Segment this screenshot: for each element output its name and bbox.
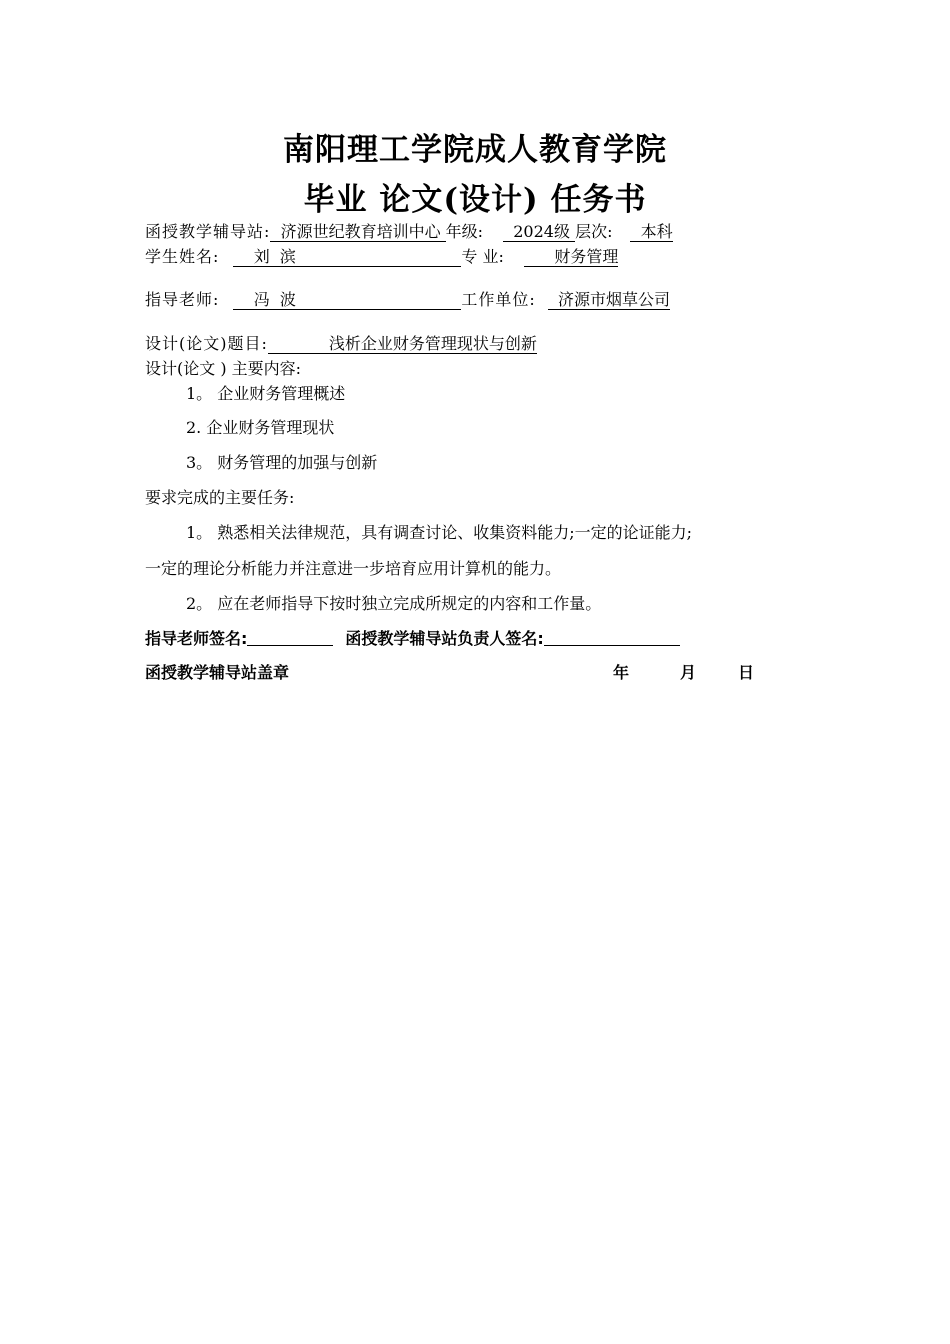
document-title-institution: 南阳理工学院成人教育学院 — [283, 132, 667, 168]
task-item-2: 2。 应在老师指导下按时独立完成所规定的内容和工作量。 — [186, 594, 602, 613]
grade-label: 年级: — [445, 222, 484, 241]
station-value: 济源世纪教育培训中心 — [270, 222, 446, 241]
advisor-name-value: 冯 波 — [233, 291, 461, 310]
date-year-label: 年 — [613, 663, 630, 682]
workplace-label: 工作单位: — [461, 290, 536, 309]
task-item-1-line1: 1。 熟悉相关法律规范，具有调查讨论、收集资料能力;一定的论证能力; — [186, 523, 693, 542]
workplace-value: 济源市烟草公司 — [547, 290, 670, 309]
signature-row — [145, 629, 680, 649]
date-month-label: 月 — [680, 663, 697, 682]
student-name-value: 刘 滨 — [233, 248, 461, 267]
level-value: 本科 — [630, 222, 673, 241]
content-item-1: 1。 企业财务管理概述 — [186, 384, 346, 403]
info-row-advisor — [145, 290, 670, 310]
advisor-label: 指导老师: — [145, 290, 220, 309]
seal-label: 函授教学辅导站盖章 — [145, 663, 290, 682]
topic-label: 设计(论文)题目: — [145, 334, 268, 353]
major-value: 财务管理 — [523, 247, 619, 266]
grade-value: 2024级 — [503, 222, 576, 241]
major-label: 专 业: — [461, 247, 504, 266]
topic-value: 浅析企业财务管理现状与创新 — [267, 334, 537, 353]
info-row-student — [145, 247, 618, 267]
content-heading: 设计(论文 ) 主要内容: — [145, 359, 302, 378]
level-label: 层次: — [575, 222, 613, 241]
station-head-sign-blank — [544, 629, 680, 646]
content-item-2: 2. 企业财务管理现状 — [186, 418, 335, 437]
info-row-station — [145, 222, 673, 242]
date-day-label: 日 — [738, 663, 755, 682]
task-item-1-line2: 一定的理论分析能力并注意进一步培育应用计算机的能力。 — [145, 559, 562, 578]
info-row-topic — [145, 334, 537, 354]
station-head-sign-label: 函授教学辅导站负责人签名: — [345, 629, 544, 648]
advisor-sign-label: 指导老师签名: — [145, 629, 248, 648]
tasks-heading: 要求完成的主要任务: — [145, 488, 295, 507]
student-label: 学生姓名: — [145, 247, 220, 266]
station-label: 函授教学辅导站: — [145, 222, 271, 241]
advisor-sign-blank — [247, 629, 333, 646]
document-title-form: 毕业 论文(设计) 任务书 — [303, 182, 647, 218]
content-item-3: 3。 财务管理的加强与创新 — [186, 453, 378, 472]
